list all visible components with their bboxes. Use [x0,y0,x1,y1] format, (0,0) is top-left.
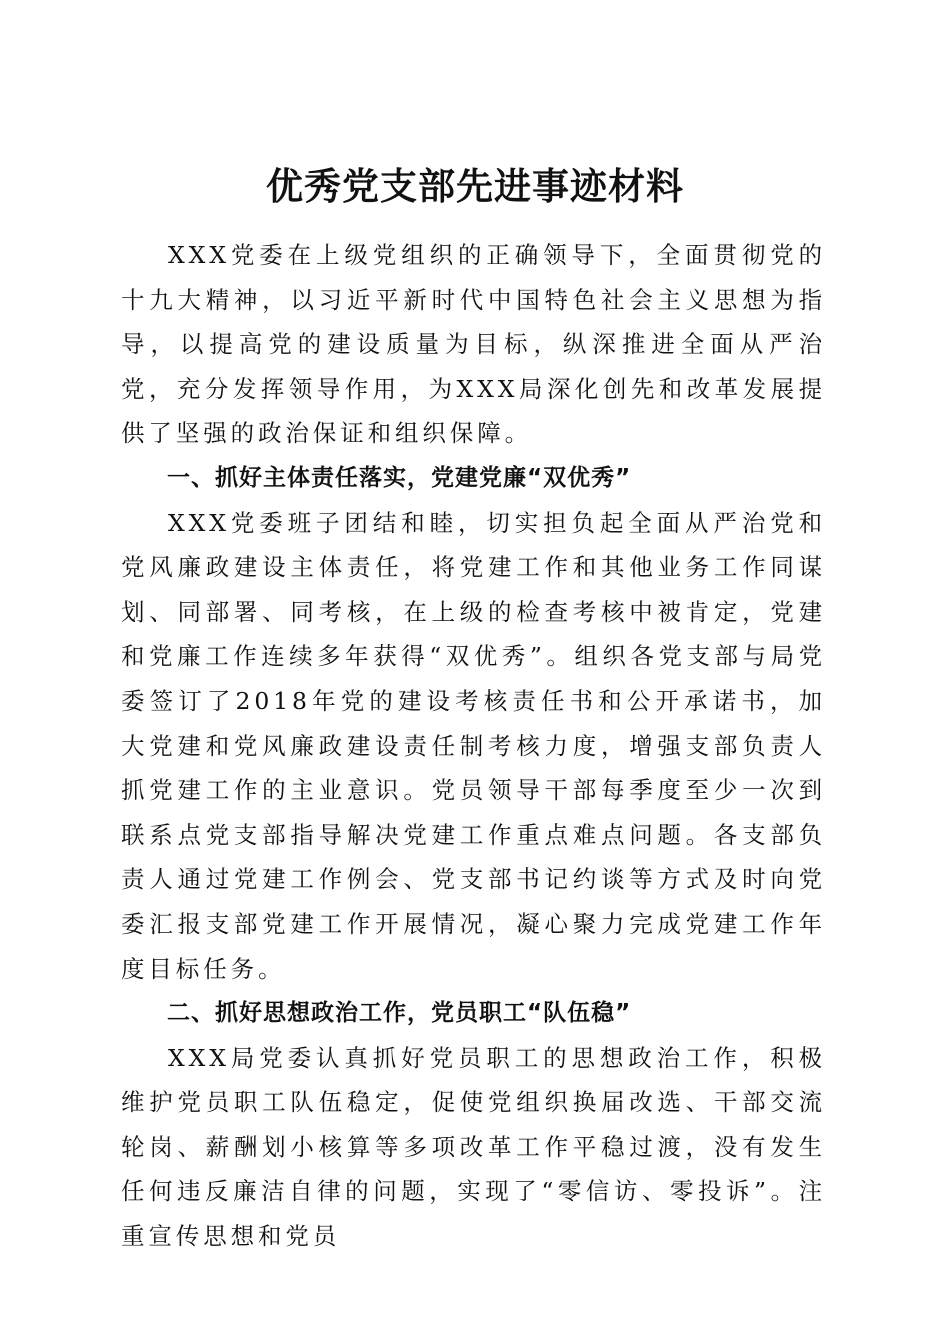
section-1-paragraph: XXX党委班子团结和睦，切实担负起全面从严治党和党风廉政建设主体责任，将党建工作和其他业务工作同谋划、同部署、同考核，在上级的检查考核中被肯定，党建和党廉工作连续多年获得“双优秀”。组织各党支部与局党委签订了2018年党的建设考核责任书和公开承诺书，加大党建和党风廉政建设责任制考核力度，增强支部负责人抓党建工作的主业意识。党员领导干部每季度至少一次到联系点党支部指导解决党建工作重点难点问题。各支部负责人通过党建工作例会、党支部书记约谈等方式及时向党委汇报支部党建工作开展情况，凝心聚力完成党建工作年度目标任务。 [121,508,826,983]
section-2-paragraph: XXX局党委认真抓好党员职工的思想政治工作，积极维护党员职工队伍稳定，促使党组织换届改选、干部交流轮岗、薪酬划小核算等多项改革工作平稳过渡，没有发生任何违反廉洁自律的问题，实现了“零信访、零投诉”。注重宣传思想和党员 [121,1043,826,1251]
intro-paragraph: XXX党委在上级党组织的正确领导下，全面贯彻党的十九大精神，以习近平新时代中国特色社会主义思想为指导，以提高党的建设质量为目标，纵深推进全面从严治党，充分发挥领导作用，为XXX局深化创先和改革发展提供了坚强的政治保证和组织保障。 [121,241,826,448]
document-body [121,233,826,1259]
section-2-heading: 二、抓好思想政治工作，党员职工“队伍稳” [167,1000,632,1027]
document-title: 优秀党支部先进事迹材料 [266,163,684,208]
section-1-heading: 一、抓好主体责任落实，党建党廉“双优秀” [167,464,632,491]
